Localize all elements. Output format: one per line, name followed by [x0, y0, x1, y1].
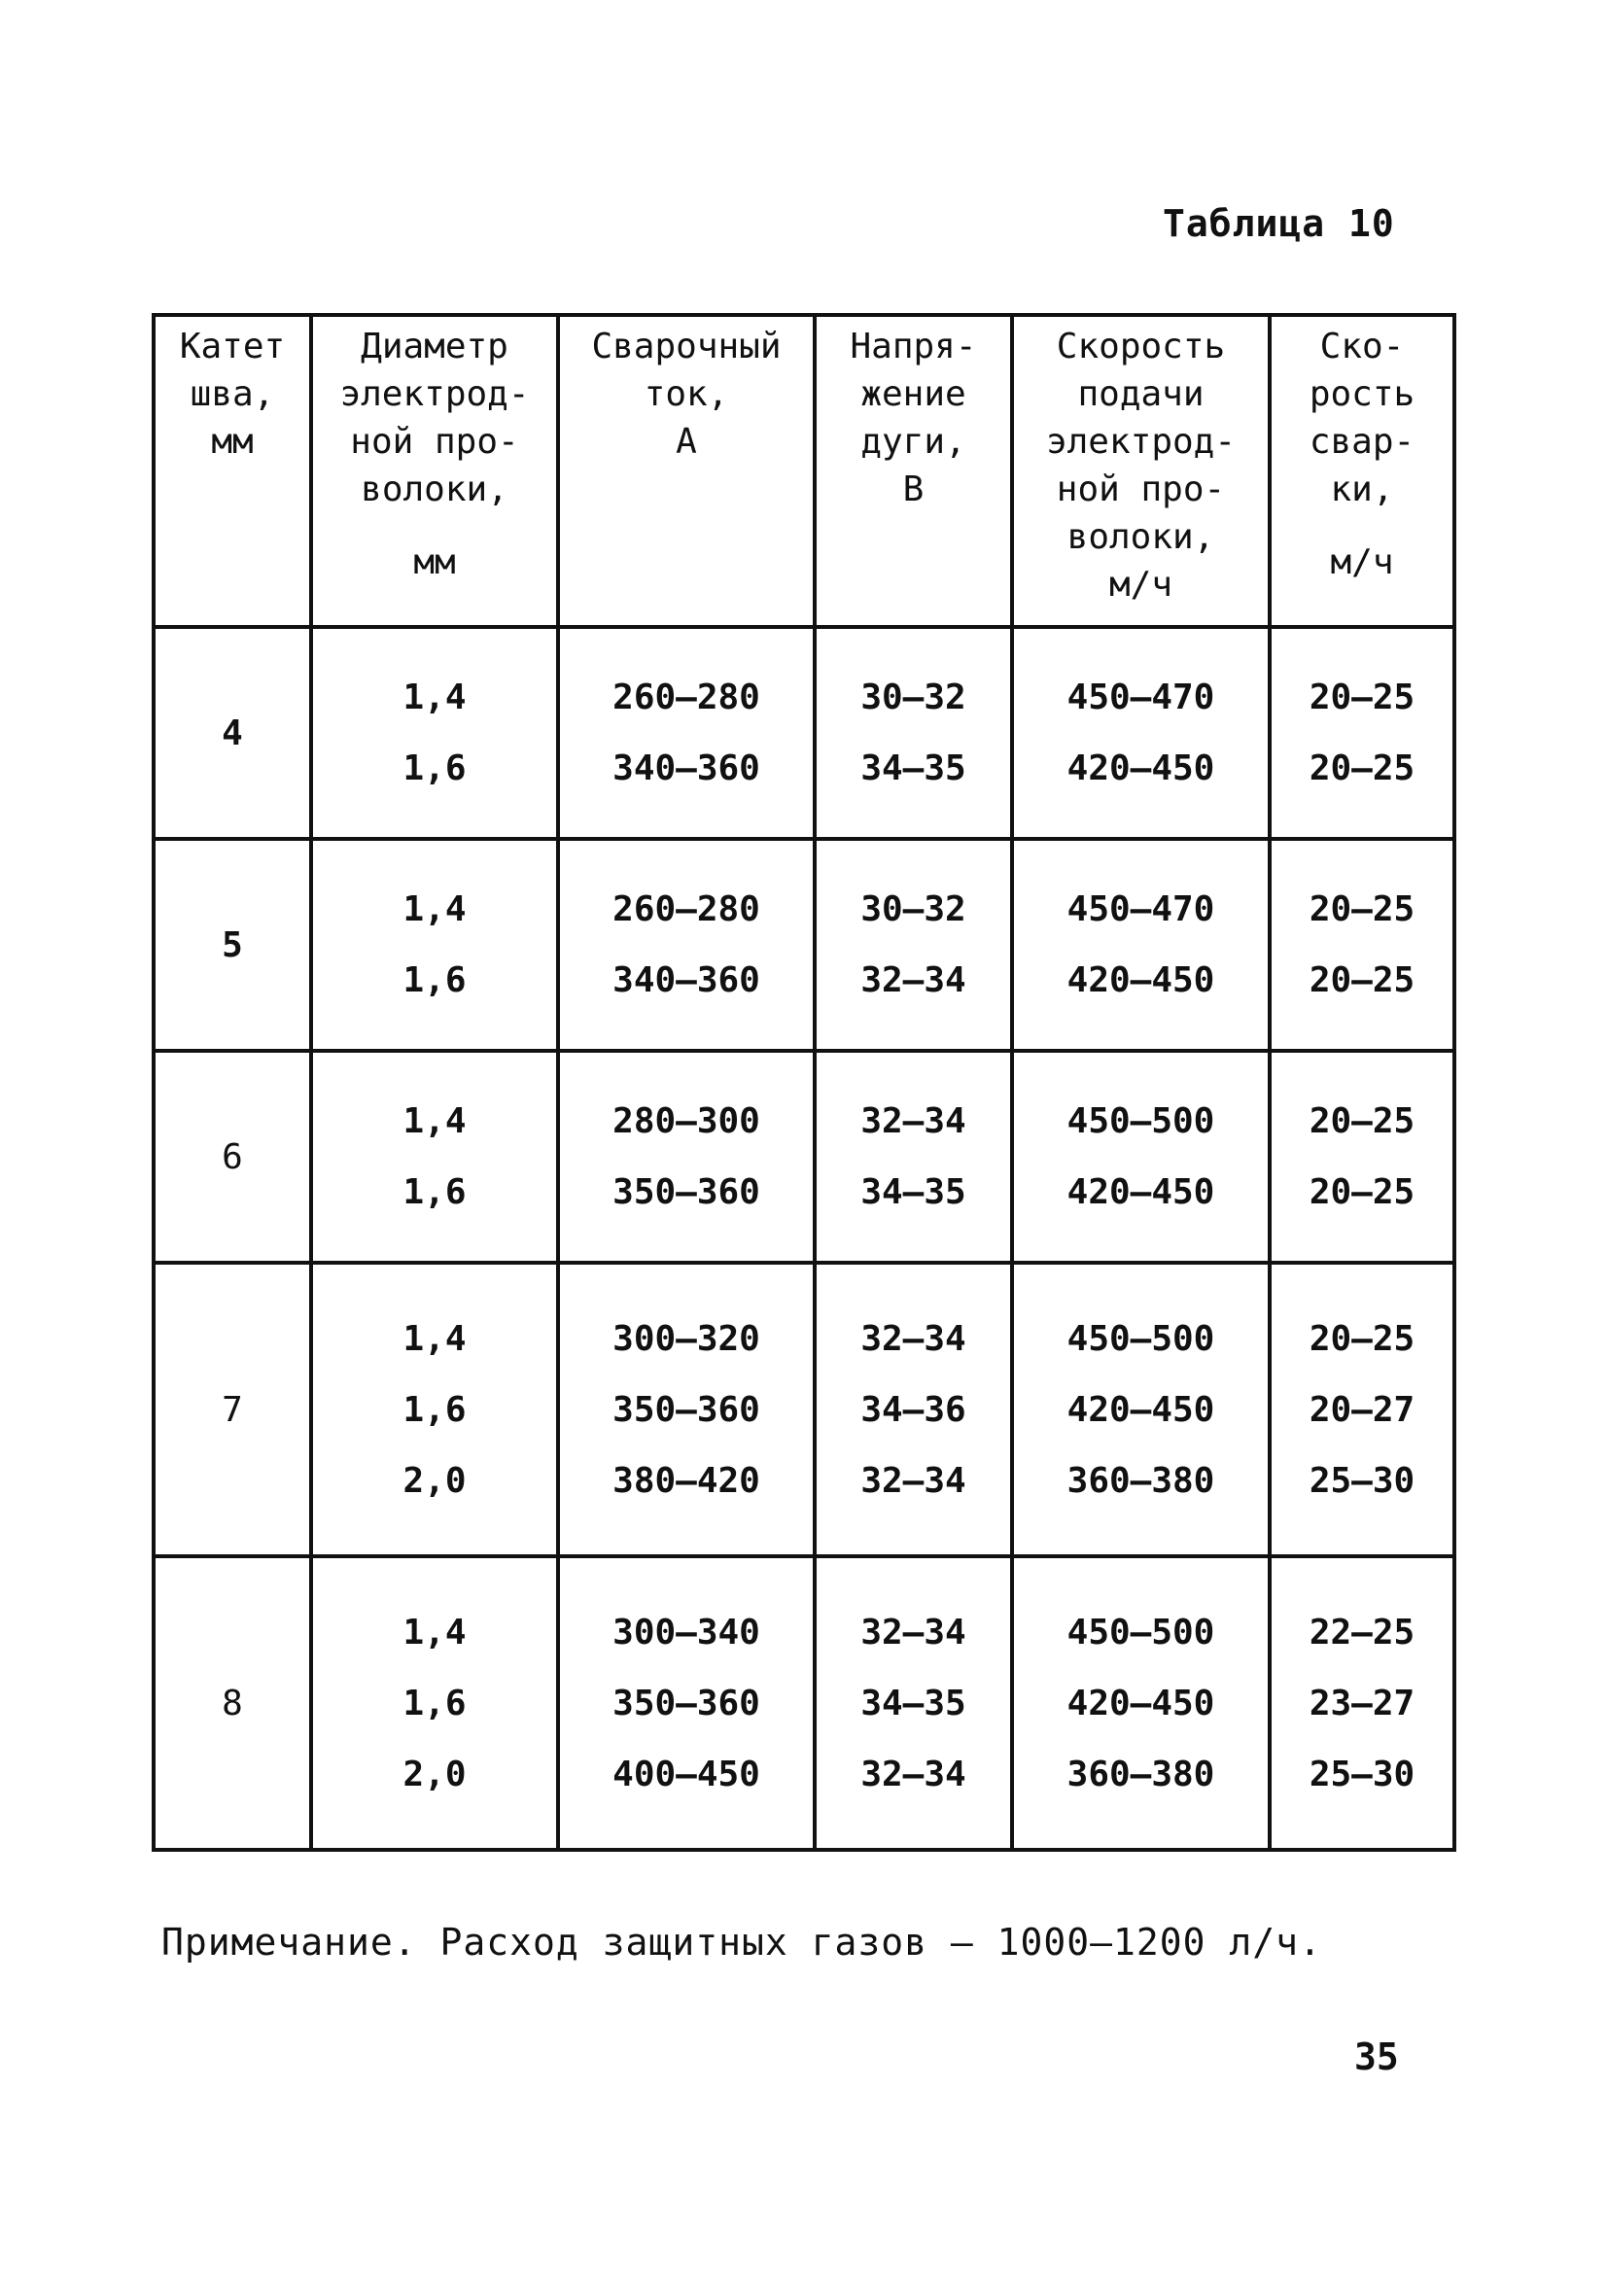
- table-row: [154, 1051, 1454, 1263]
- cell-current: 300–320 350–360 380–420: [558, 1263, 815, 1556]
- cell-voltage: 32–34 34–35: [815, 1051, 1012, 1263]
- table-header-row: [154, 315, 1454, 627]
- table-row: [154, 1263, 1454, 1556]
- cell-diameter: 1,4 1,6: [311, 627, 558, 839]
- cell-voltage: 32–34 34–35 32–34: [815, 1556, 1012, 1850]
- header-welding-speed: Ско- рость свар- ки, м/ч: [1270, 315, 1454, 627]
- table-note: Примечание. Расход защитных газов – 1000–1200 л/ч.: [161, 1921, 1322, 1964]
- page-number: 35: [1354, 2035, 1399, 2078]
- cell-voltage: 30–32 32–34: [815, 839, 1012, 1051]
- cell-current: 300–340 350–360 400–450: [558, 1556, 815, 1850]
- cell-current: 260–280 340–360: [558, 839, 815, 1051]
- cell-voltage: 30–32 34–35: [815, 627, 1012, 839]
- cell-diameter: 1,4 1,6 2,0: [311, 1556, 558, 1850]
- header-voltage: Напря- жение дуги, В: [815, 315, 1012, 627]
- cell-speed: 20–25 20–25: [1270, 1051, 1454, 1263]
- cell-voltage: 32–34 34–36 32–34: [815, 1263, 1012, 1556]
- table-row: [154, 839, 1454, 1051]
- cell-feed: 450–470 420–450: [1012, 839, 1270, 1051]
- cell-speed: 20–25 20–25: [1270, 627, 1454, 839]
- cell-katet: 7: [154, 1263, 311, 1556]
- header-diameter: Диаметр электрод- ной про- волоки, мм: [311, 315, 558, 627]
- cell-katet: 8: [154, 1556, 311, 1850]
- cell-diameter: 1,4 1,6: [311, 839, 558, 1051]
- table-row: [154, 1556, 1454, 1850]
- cell-katet: 6: [154, 1051, 311, 1263]
- cell-katet: 4: [154, 627, 311, 839]
- welding-table-container: [152, 313, 1452, 1852]
- cell-feed: 450–500 420–450: [1012, 1051, 1270, 1263]
- cell-diameter: 1,4 1,6: [311, 1051, 558, 1263]
- header-feed-speed: Скорость подачи электрод- ной про- волоки, м/ч: [1012, 315, 1270, 627]
- cell-current: 260–280 340–360: [558, 627, 815, 839]
- header-current: Сварочный ток, А: [558, 315, 815, 627]
- table-title: Таблица 10: [1163, 202, 1395, 245]
- header-katet: Катет шва, мм: [154, 315, 311, 627]
- cell-feed: 450–500 420–450 360–380: [1012, 1556, 1270, 1850]
- cell-diameter: 1,4 1,6 2,0: [311, 1263, 558, 1556]
- cell-speed: 20–25 20–27 25–30: [1270, 1263, 1454, 1556]
- welding-parameters-table: [152, 313, 1456, 1852]
- cell-speed: 20–25 20–25: [1270, 839, 1454, 1051]
- cell-feed: 450–470 420–450: [1012, 627, 1270, 839]
- table-row: [154, 627, 1454, 839]
- cell-feed: 450–500 420–450 360–380: [1012, 1263, 1270, 1556]
- cell-katet: 5: [154, 839, 311, 1051]
- cell-current: 280–300 350–360: [558, 1051, 815, 1263]
- cell-speed: 22–25 23–27 25–30: [1270, 1556, 1454, 1850]
